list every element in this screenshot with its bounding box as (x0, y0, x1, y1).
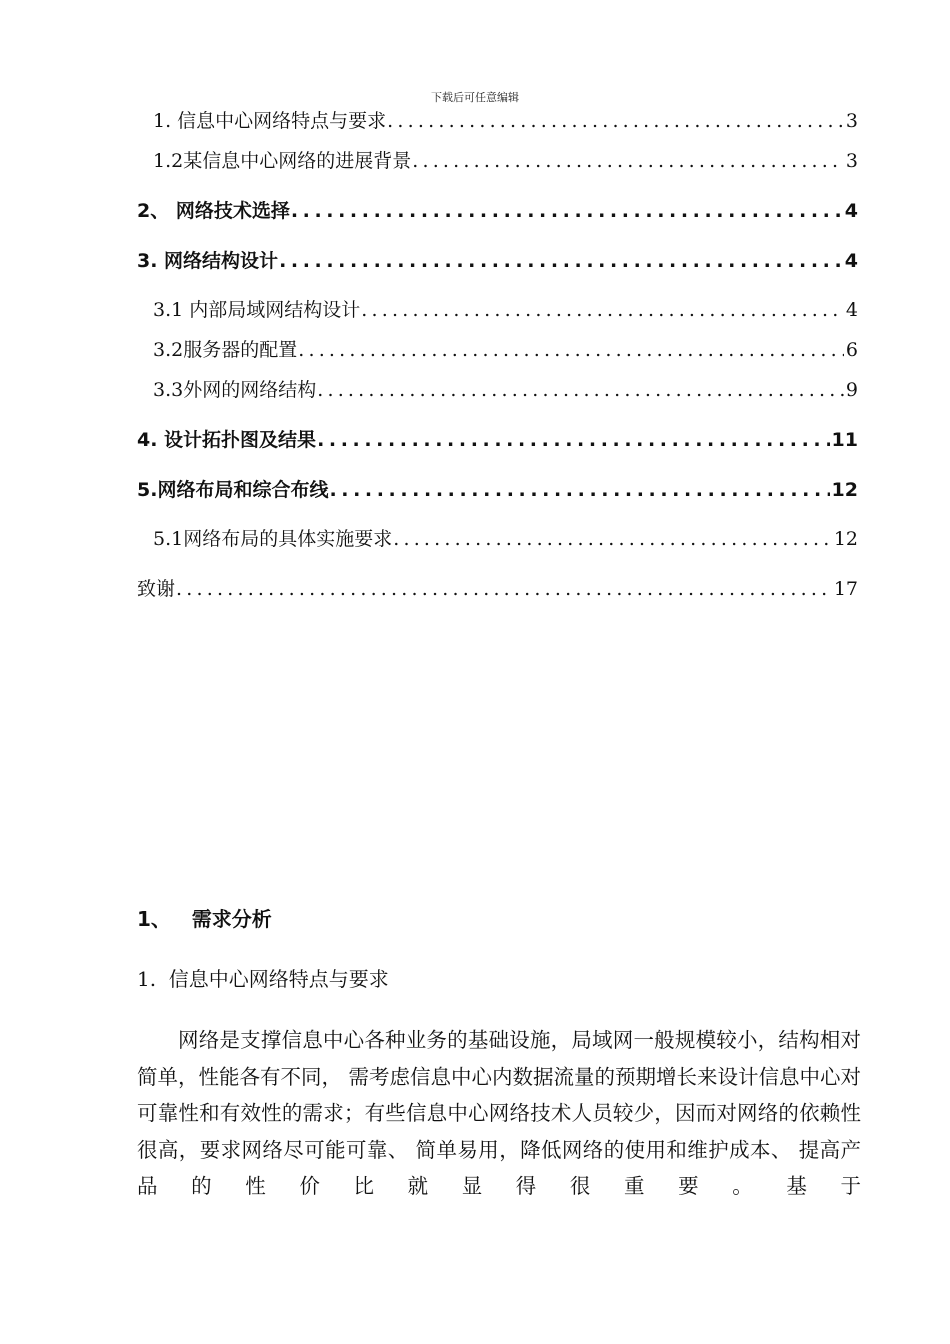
toc-entry[interactable] (153, 335, 858, 362)
toc-entry-label: 4. 设计拓扑图及结果 (137, 429, 317, 451)
toc-entry-label: 1.2某信息中心网络的进展背景 (153, 150, 412, 172)
toc-entry[interactable] (153, 375, 858, 402)
toc-entry-page: 17 (833, 578, 858, 600)
toc-entry-page: 12 (833, 528, 858, 550)
toc-entry[interactable] (137, 574, 858, 601)
toc-leader-dots (291, 200, 843, 222)
toc-entry-page: 3 (845, 110, 858, 132)
toc-entry-label: 3.2服务器的配置 (153, 339, 298, 361)
toc-entry-page: 12 (831, 479, 858, 501)
header-note: 下载后可任意编辑 (431, 91, 519, 104)
toc-entry[interactable] (153, 146, 858, 173)
toc-leader-dots (387, 110, 844, 132)
toc-leader-dots (393, 528, 832, 550)
toc-entry-label: 致谢 (137, 578, 176, 600)
toc-entry[interactable] (137, 196, 858, 223)
toc-entry-label: 5.1网络布局的具体实施要求 (153, 528, 393, 550)
toc-entry-page: 6 (845, 339, 858, 361)
toc-entry-page: 3 (845, 150, 858, 172)
toc-leader-dots (279, 250, 843, 272)
toc-entry-label: 3.1 内部局域网结构设计 (153, 299, 361, 321)
toc-entry-label: 3. 网络结构设计 (137, 250, 279, 272)
toc-entry[interactable] (153, 106, 858, 133)
toc-entry-label: 2、 网络技术选择 (137, 200, 290, 222)
toc-entry[interactable] (137, 425, 858, 452)
toc-entry[interactable] (153, 295, 858, 322)
toc-leader-dots (317, 379, 844, 401)
toc-leader-dots (361, 299, 844, 321)
body-paragraph: 网络是支撑信息中心各种业务的基础设施，局域网一般规模较小，结构相对简单，性能各有不同， 需考虑信息中心内数据流量的预期增长来设计信息中心对可靠性和有效性的需求；有些信息中心网络技术人员较少，因而对网络的依赖性很高，要求网络尽可能可靠、 简单易用，降低网络的使用和维护成本、 提高产品的性价比就显得很重要。基于 (137, 1028, 862, 1198)
toc-entry-page: 4 (844, 250, 858, 272)
toc-entry-page: 4 (845, 299, 858, 321)
toc-entry-page: 4 (844, 200, 858, 222)
toc-leader-dots (412, 150, 844, 172)
toc-entry[interactable] (137, 246, 858, 273)
toc-entry-label: 3.3外网的网络结构 (153, 379, 317, 401)
sub-heading: 1. 信息中心网络特点与要求 (137, 967, 389, 991)
toc-entry-page: 9 (845, 379, 858, 401)
toc-entry-label: 1. 信息中心网络特点与要求 (153, 110, 387, 132)
toc-entry[interactable] (137, 475, 858, 502)
toc-leader-dots (176, 578, 832, 600)
toc-leader-dots (317, 429, 829, 451)
toc-entry-label: 5.网络布局和综合布线 (137, 479, 329, 501)
toc-leader-dots (329, 479, 829, 501)
toc-entry-page: 11 (831, 429, 858, 451)
toc-leader-dots (298, 339, 844, 361)
section-heading: 1、 需求分析 (137, 907, 272, 931)
toc-entry[interactable] (153, 524, 858, 551)
